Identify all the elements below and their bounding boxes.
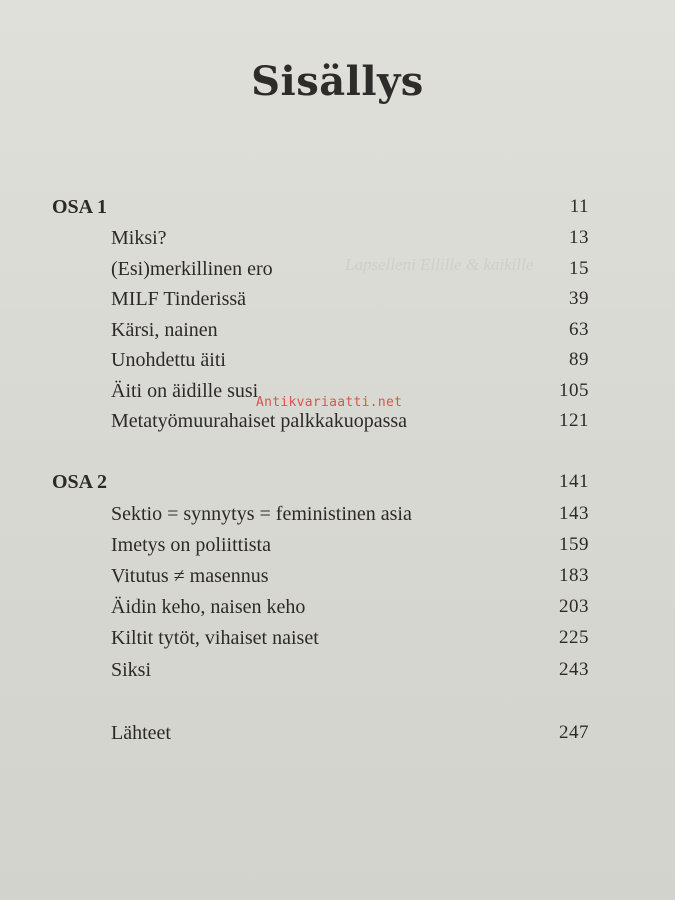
toc-page-number: 121 [559, 410, 589, 431]
toc-chapter-label: Miksi? [111, 227, 167, 249]
toc-page-number: 159 [559, 534, 589, 555]
toc-row [0, 258, 675, 286]
toc-page-number: 15 [569, 258, 589, 279]
page-title: Sisällys [251, 58, 424, 105]
toc-row [0, 471, 675, 499]
toc-part-label: OSA 1 [52, 196, 108, 218]
toc-page-number: 89 [569, 349, 589, 370]
toc-page-number: 203 [559, 596, 589, 617]
toc-row [0, 410, 675, 438]
toc-chapter-label: Vitutus ≠ masennus [111, 565, 269, 587]
toc-page-number: 13 [569, 227, 589, 248]
toc-chapter-label: (Esi)merkillinen ero [111, 258, 273, 280]
toc-part-label: OSA 2 [52, 471, 108, 493]
toc-row [0, 319, 675, 347]
toc-row [0, 288, 675, 316]
toc-page-number: 247 [559, 722, 589, 743]
toc-row [0, 596, 675, 624]
toc-chapter-label: MILF Tinderissä [111, 288, 247, 310]
toc-chapter-label: Metatyömuurahaiset palkkakuopassa [111, 410, 408, 432]
toc-chapter-label: Lähteet [111, 722, 171, 744]
toc-page-number: 11 [569, 196, 589, 217]
toc-row [0, 565, 675, 593]
toc-page-number: 143 [559, 503, 589, 524]
toc-chapter-label: Siksi [111, 659, 152, 681]
toc-page-number: 183 [559, 565, 589, 586]
toc-chapter-label: Kiltit tytöt, vihaiset naiset [111, 627, 319, 649]
toc-chapter-label: Äidin keho, naisen keho [111, 596, 306, 618]
toc-page-number: 63 [569, 319, 589, 340]
toc-chapter-label: Äiti on äidille susi [111, 380, 259, 402]
toc-row [0, 722, 675, 750]
watermark-text: Antikvariaatti.net [256, 395, 403, 410]
show-through-text: Lapselleni Ellille & kaikille [345, 255, 534, 274]
toc-row [0, 659, 675, 687]
toc-page-number: 105 [559, 380, 589, 401]
toc-row [0, 627, 675, 655]
toc-row [0, 196, 675, 224]
toc-chapter-label: Kärsi, nainen [111, 319, 218, 341]
toc-page-number: 243 [559, 659, 589, 680]
toc-chapter-label: Imetys on poliittista [111, 534, 271, 556]
toc-row [0, 227, 675, 255]
toc-page-number: 141 [559, 471, 589, 492]
toc-page-number: 225 [559, 627, 589, 648]
toc-page-number: 39 [569, 288, 589, 309]
toc-chapter-label: Unohdettu äiti [111, 349, 226, 371]
toc-row [0, 349, 675, 377]
toc-row [0, 534, 675, 562]
toc-chapter-label: Sektio = synnytys = feministinen asia [111, 503, 412, 525]
toc-row [0, 503, 675, 531]
